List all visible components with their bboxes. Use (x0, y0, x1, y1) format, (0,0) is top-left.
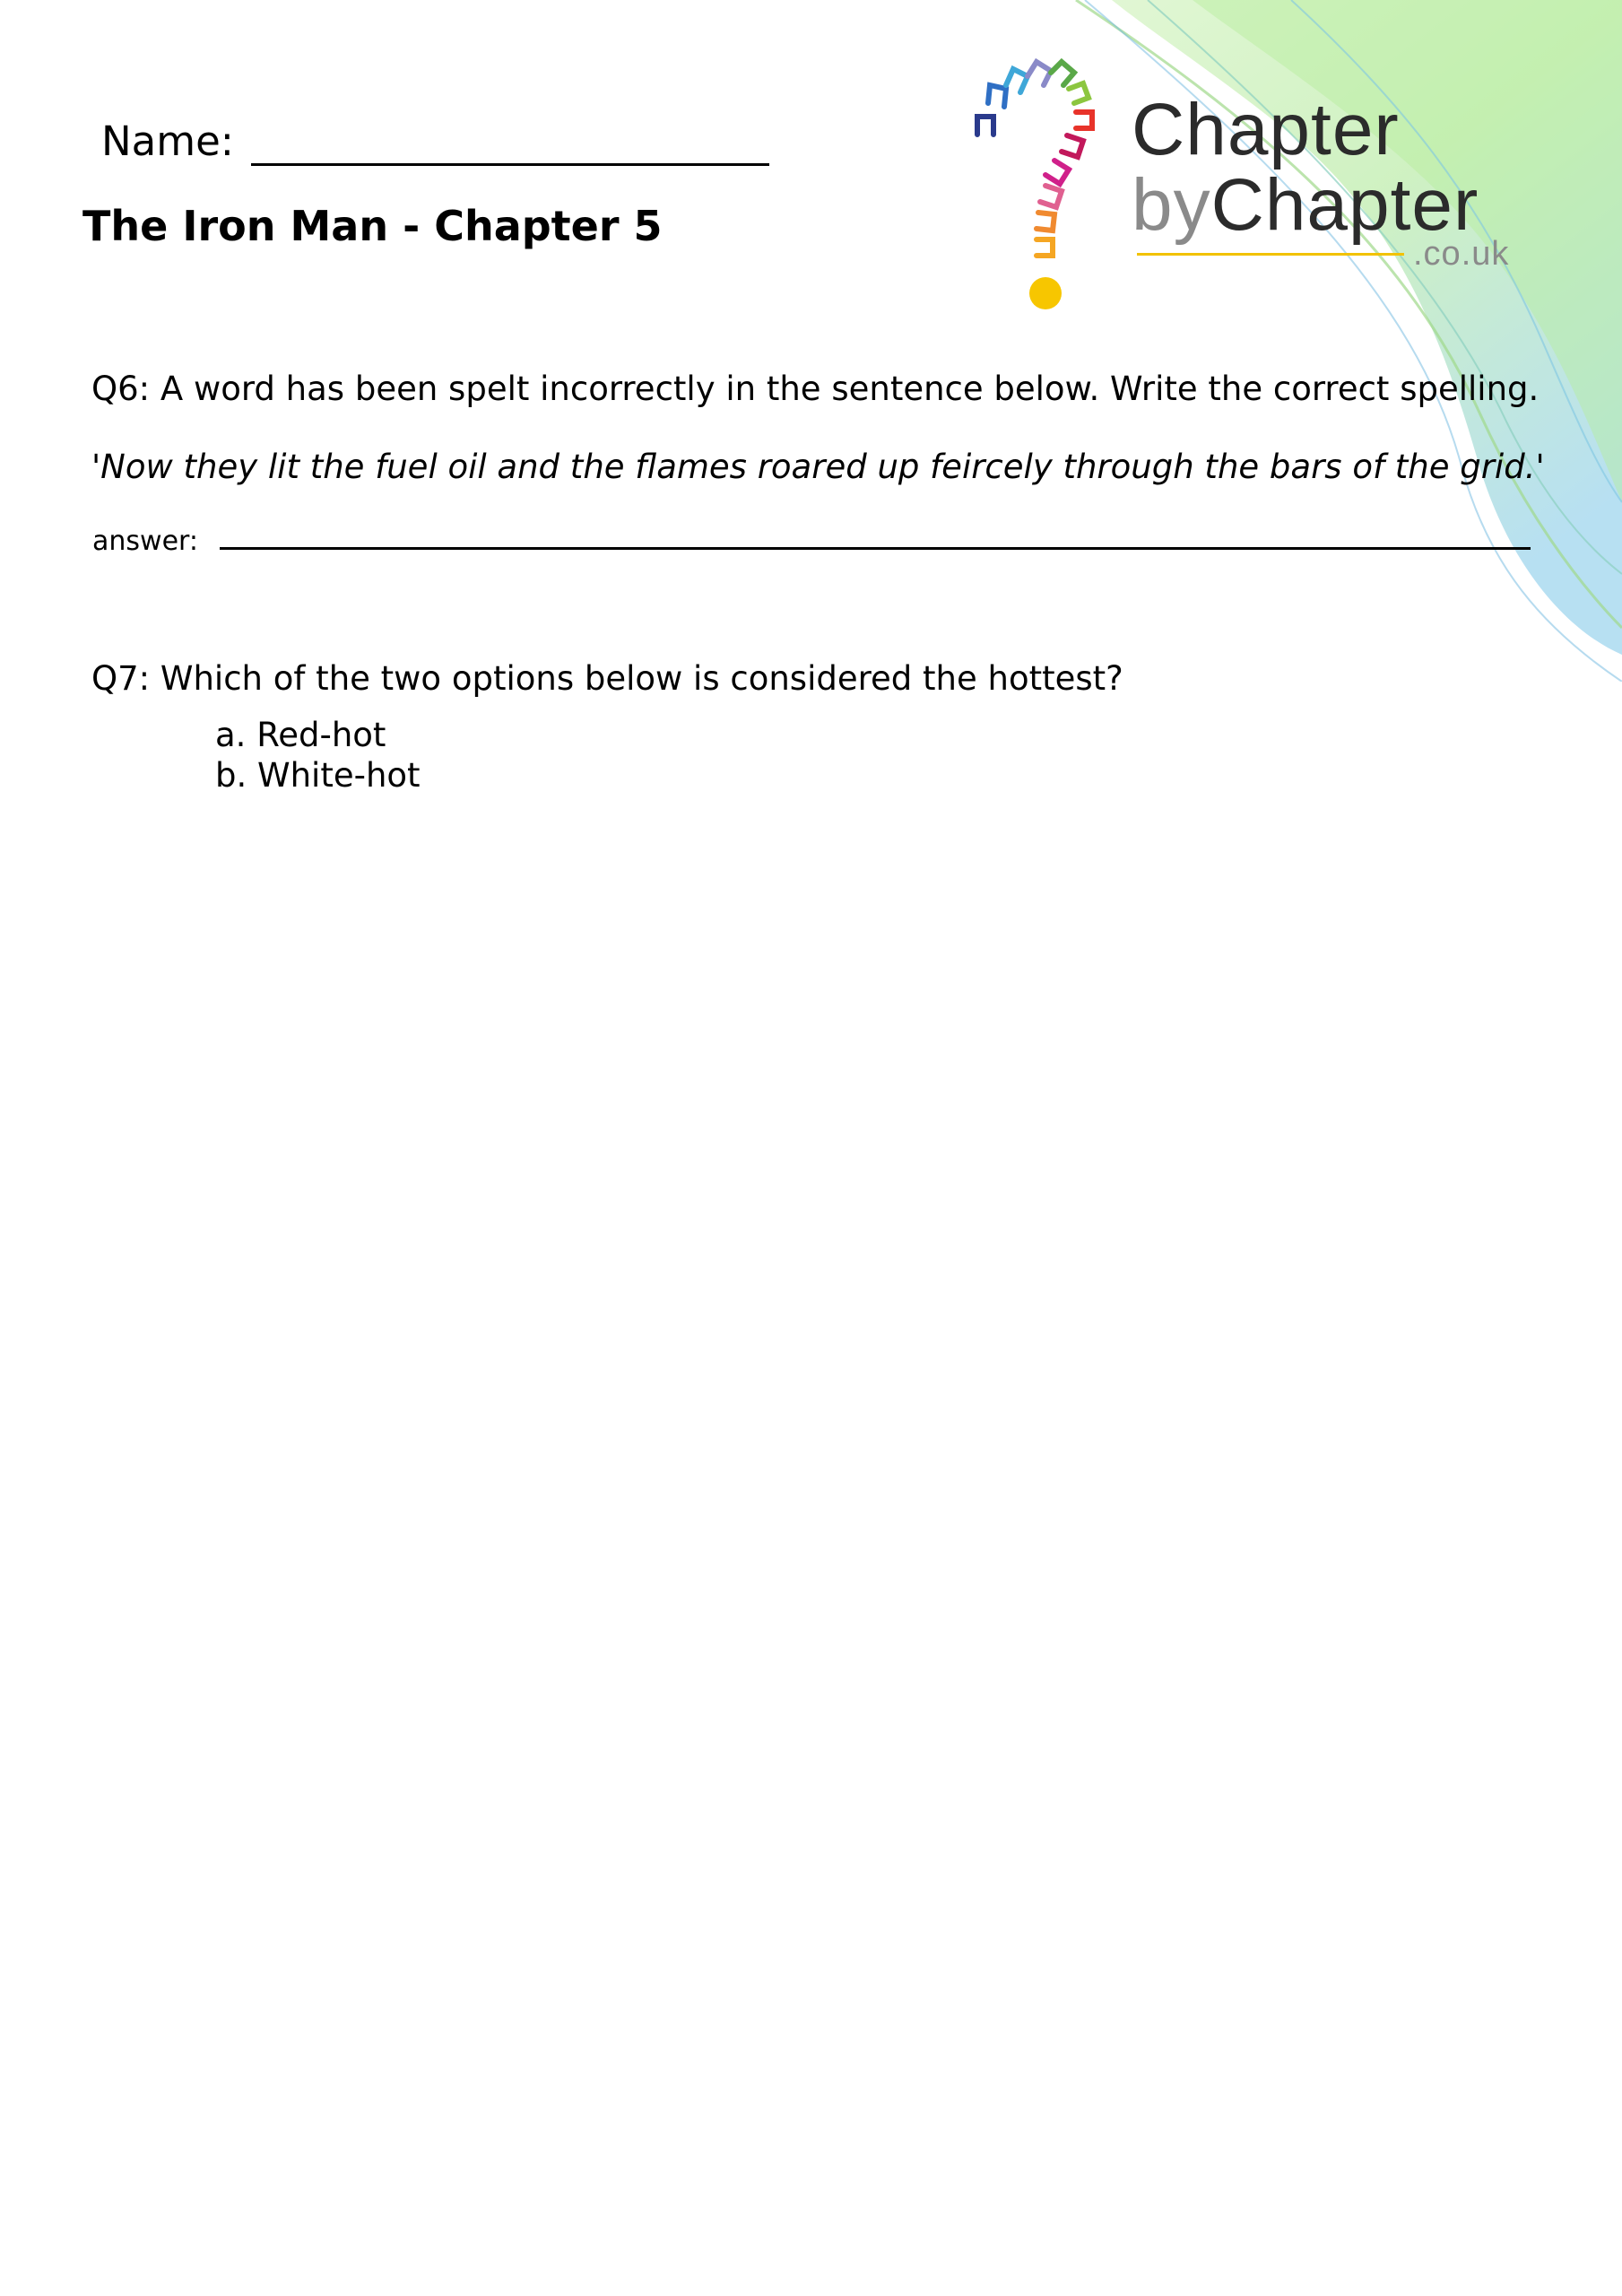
logo-text-bychapter (1132, 164, 1479, 246)
worksheet-title: The Iron Man - Chapter 5 (82, 202, 663, 250)
question-6-quote: 'Now they lit the fuel oil and the flames roared up feircely through the bars of the grid.' (91, 448, 1545, 486)
question-mark-books-icon (968, 49, 1121, 318)
logo-text-domain: .co.uk (1413, 235, 1510, 273)
logo-text-chapter: Chapter (1132, 89, 1400, 170)
name-label: Name: (101, 117, 234, 165)
logo-underline (1137, 253, 1404, 256)
option-a: a. Red-hot (215, 716, 386, 754)
logo-text-chapter-2: Chapter (1210, 164, 1479, 246)
answer-line[interactable] (220, 547, 1531, 550)
question-7-text: Q7: Which of the two options below is considered the hottest? (91, 659, 1123, 698)
question-6-text: Q6: A word has been spelt incorrectly in the sentence below. Write the correct spelling. (91, 370, 1540, 408)
option-b: b. White-hot (215, 756, 421, 795)
name-answer-line[interactable] (251, 163, 769, 166)
logo-text-by: by (1132, 164, 1211, 246)
answer-label: answer: (92, 526, 198, 557)
